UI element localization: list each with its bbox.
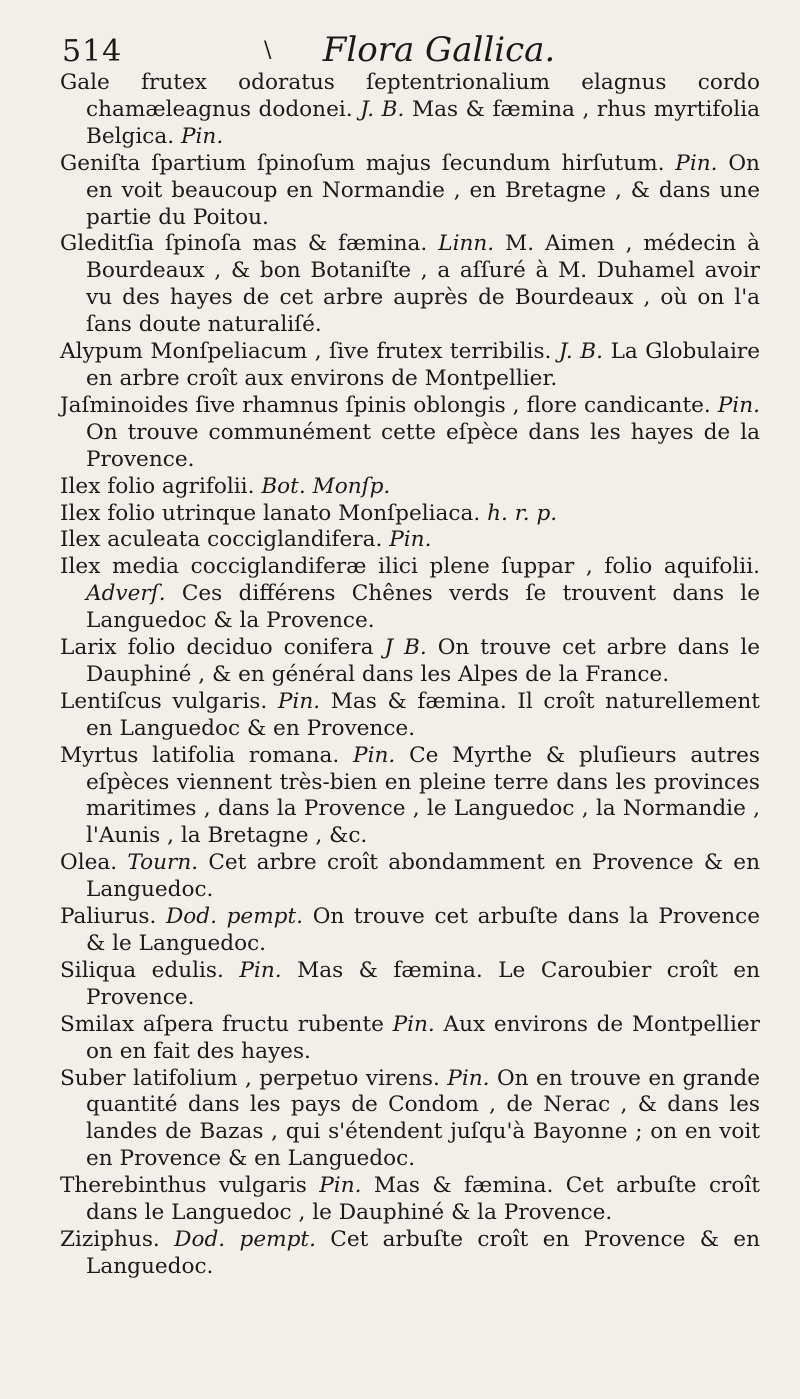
entry-text: On trouve cet arbuſte dans la Provence & le Languedoc. xyxy=(86,904,760,956)
entry-text: Mas & fæmina. Le Caroubier croît en Provence. xyxy=(86,957,760,1010)
entry-name: Paliurus. xyxy=(60,904,157,930)
entry-reference: Pin. xyxy=(277,688,321,714)
entry-reference: Pin. xyxy=(392,1011,435,1037)
entry-reference: J B. xyxy=(384,635,427,661)
entry-name: Geniſta ſpartium ſpinoſum majus ſecundum hirſutum. xyxy=(60,150,665,176)
entry-reference: Pin. xyxy=(717,392,760,418)
entry-name: Alypum Monſpeliacum , ſive frutex terribilis. xyxy=(60,339,552,365)
entry-list xyxy=(60,70,760,1281)
entry-name: Jaſminoides ſive rhamnus ſpinis oblongis , flore candicante. xyxy=(60,392,711,418)
entry-reference: Pin. xyxy=(675,150,718,176)
entry xyxy=(60,743,760,851)
page-number: 514 xyxy=(62,34,123,69)
entry xyxy=(60,339,760,393)
entry-reference: Dod. pempt. xyxy=(165,904,304,930)
entry-name: Larix folio deciduo conifera xyxy=(60,635,374,661)
entry xyxy=(60,1012,760,1066)
entry-reference: Adverſ. xyxy=(86,581,166,607)
entry-reference: Dod. pempt. xyxy=(174,1226,316,1252)
entry-reference: Pin. xyxy=(319,1173,362,1199)
entry-reference: Bot. Monſp. xyxy=(261,473,391,499)
entry xyxy=(60,527,760,554)
entry xyxy=(60,635,760,689)
entry xyxy=(60,904,760,958)
entry-text: M. Aimen , médecin à Bourdeaux , & bon Botaniſte , a aſſuré à M. Duhamel avoir vu des hayes de cet arbre auprès de Bourdeaux , où on l'a ſans doute naturaliſé. xyxy=(86,231,760,338)
entry-text: Mas & fæmina. Il croît naturellement en Languedoc & en Provence. xyxy=(86,688,760,741)
entry xyxy=(60,1227,760,1281)
entry-name: Ilex folio agrifolii. xyxy=(60,473,255,499)
entry-text: Ce Myrthe & pluſieurs autres eſpèces viennent très-bien en pleine terre dans les provinces maritimes , dans la Provence , le Languedoc , la Normandie , l'Aunis , la Bretagne , &c. xyxy=(86,742,760,849)
entry-text: Ces différens Chênes verds ſe trouvent dans le Languedoc & la Provence. xyxy=(86,581,760,634)
entry-text: Cet arbre croît abondamment en Provence & en Languedoc. xyxy=(86,850,760,903)
entry-text: La Globulaire en arbre croît aux environs de Montpellier. xyxy=(86,339,760,391)
entry-name: Ilex aculeata cocciglandifera. xyxy=(60,527,383,553)
entry-text: On trouve communément cette eſpèce dans les hayes de la Provence. xyxy=(86,419,760,472)
entry-name: Lentiſcus vulgaris. xyxy=(60,688,268,714)
entry xyxy=(60,1066,760,1174)
entry xyxy=(60,850,760,904)
entry-name: Smilax aſpera fructu rubente xyxy=(60,1011,384,1037)
entry-reference: J. B. xyxy=(360,96,405,122)
entry-text: Aux environs de Montpellier on en fait des hayes. xyxy=(86,1011,760,1064)
entry-reference: Tourn. xyxy=(127,850,199,876)
entry-text: Cet arbuſte croît en Provence & en Languedoc. xyxy=(86,1226,760,1279)
entry-text: On en trouve en grande quantité dans les pays de Condom , de Nerac , & dans les landes de Bazas , qui s'étendent juſqu'à Bayonne ; on en voit en Provence & en Languedoc. xyxy=(86,1065,760,1172)
entry-name: Therebinthus vulgaris xyxy=(60,1173,307,1199)
entry xyxy=(60,70,760,151)
header-mark: \ xyxy=(264,38,272,63)
entry-reference: Pin. xyxy=(239,957,282,983)
entry-reference: Pin. xyxy=(353,742,396,768)
entry-text: Mas & fæmina. Cet arbuſte croît dans le Languedoc , le Dauphiné & la Provence. xyxy=(86,1173,760,1226)
entry-reference: J. B. xyxy=(558,339,604,365)
entry xyxy=(60,151,760,232)
entry-name: Myrtus latifolia romana. xyxy=(60,742,340,768)
entry xyxy=(60,501,760,528)
entry-name: Ilex folio utrinque lanato Monſpeliaca. xyxy=(60,500,481,526)
entry xyxy=(60,554,760,635)
entry xyxy=(60,1173,760,1227)
entry-reference: Pin. xyxy=(389,527,432,553)
entry-reference: Pin. xyxy=(181,123,224,149)
entry-text: On trouve cet arbre dans le Dauphiné , & en général dans les Alpes de la France. xyxy=(86,635,760,687)
entry xyxy=(60,393,760,474)
running-title: Flora Gallica. xyxy=(322,30,556,70)
entry-name: Gleditſia ſpinoſa mas & fæmina. xyxy=(60,231,428,257)
entry xyxy=(60,474,760,501)
entry-name: Ilex media cocciglandiferæ ilici plene ſuppar , folio aquifolii. xyxy=(60,554,760,580)
entry-reference: h. r. p. xyxy=(487,500,558,526)
entry-reference: Pin. xyxy=(447,1065,490,1091)
entry-name: Gale frutex odoratus ſeptentrionalium elagnus cordo chamæleagnus dodonei. xyxy=(60,70,760,122)
entry xyxy=(60,689,760,743)
entry-name: Olea. xyxy=(60,850,118,876)
entry-text: Mas & fæmina , rhus myrtifolia Belgica. xyxy=(86,96,760,149)
entry-text: On en voit beaucoup en Normandie , en Bretagne , & dans une partie du Poitou. xyxy=(86,150,760,230)
entry-name: Siliqua edulis. xyxy=(60,957,224,983)
entry-reference: Linn. xyxy=(438,231,495,257)
entry-name: Suber latifolium , perpetuo virens. xyxy=(60,1065,440,1091)
entry-name: Ziziphus. xyxy=(60,1226,160,1252)
entry xyxy=(60,231,760,339)
entry xyxy=(60,958,760,1012)
